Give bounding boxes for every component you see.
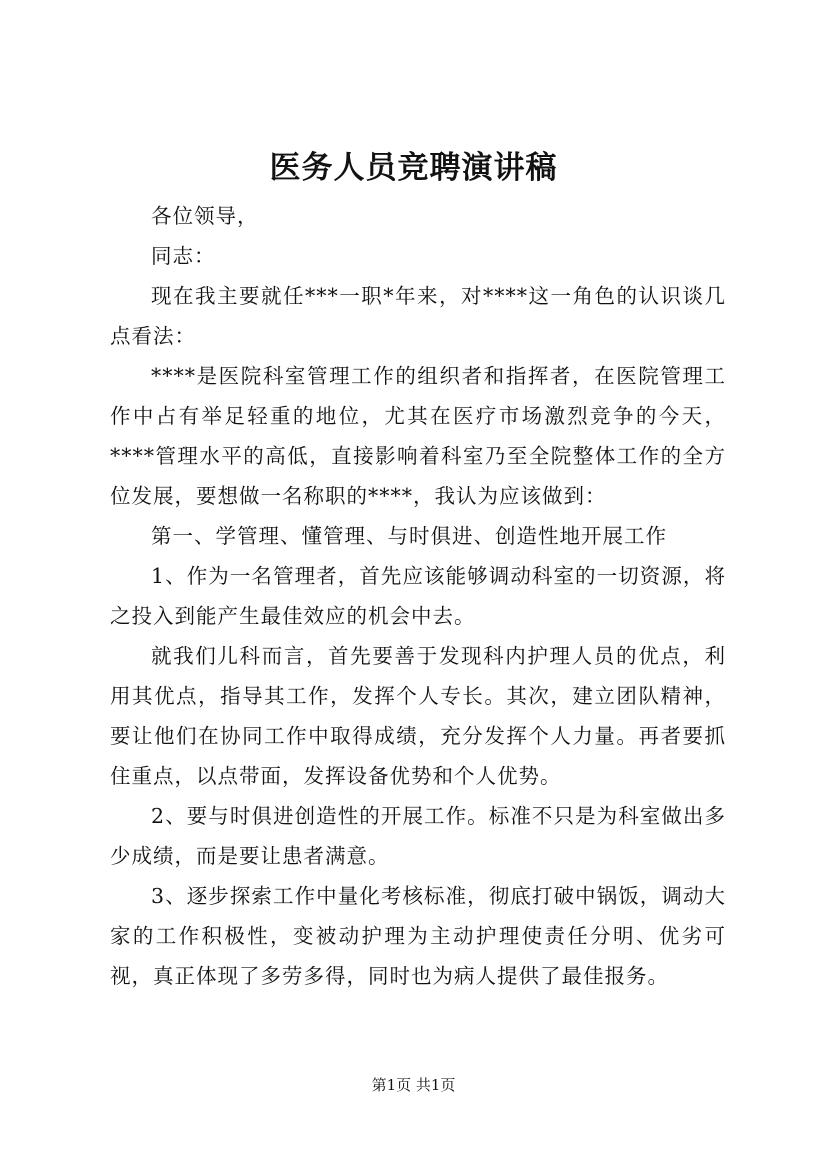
paragraph-point-1: 1、作为一名管理者，首先应该能够调动科室的一切资源，将之投入到能产生最佳效应的机会中去。 xyxy=(110,564,726,628)
paragraph-point-2: 2、要与时俱进创造性的开展工作。标准不只是为科室做出多少成绩，而是要让患者满意。 xyxy=(110,804,726,868)
paragraph-role-description: ****是医院科室管理工作的组织者和指挥者，在医院管理工作中占有举足轻重的地位，尤其在医疗市场激烈竞争的今天，****管理水平的高低，直接影响着科室乃至全院整体工作的全方位发展，要想做一名称职的****，我认为应该做到： xyxy=(110,364,726,508)
page-number-footer: 第1页 共1页 xyxy=(371,1076,456,1094)
document-title: 医务人员竞聘演讲稿 xyxy=(269,150,558,186)
document-body xyxy=(110,196,726,996)
paragraph-intro: 现在我主要就任***一职*年来，对****这一角色的认识谈几点看法： xyxy=(110,284,726,348)
paragraph-pediatrics: 就我们儿科而言，首先要善于发现科内护理人员的优点，利用其优点，指导其工作，发挥个人专长。其次，建立团队精神，要让他们在协同工作中取得成绩，充分发挥个人力量。再者要抓住重点，以点带面，发挥设备优势和个人优势。 xyxy=(110,644,726,788)
paragraph-salutation-2: 同志： xyxy=(151,244,216,268)
paragraph-point-3: 3、逐步探索工作中量化考核标准，彻底打破中锅饭，调动大家的工作积极性，变被动护理为主动护理使责任分明、优劣可视，真正体现了多劳多得，同时也为病人提供了最佳报务。 xyxy=(110,884,726,988)
paragraph-section-heading: 第一、学管理、懂管理、与时俱进、创造性地开展工作 xyxy=(151,524,667,548)
paragraph-salutation-1: 各位领导， xyxy=(151,204,259,228)
